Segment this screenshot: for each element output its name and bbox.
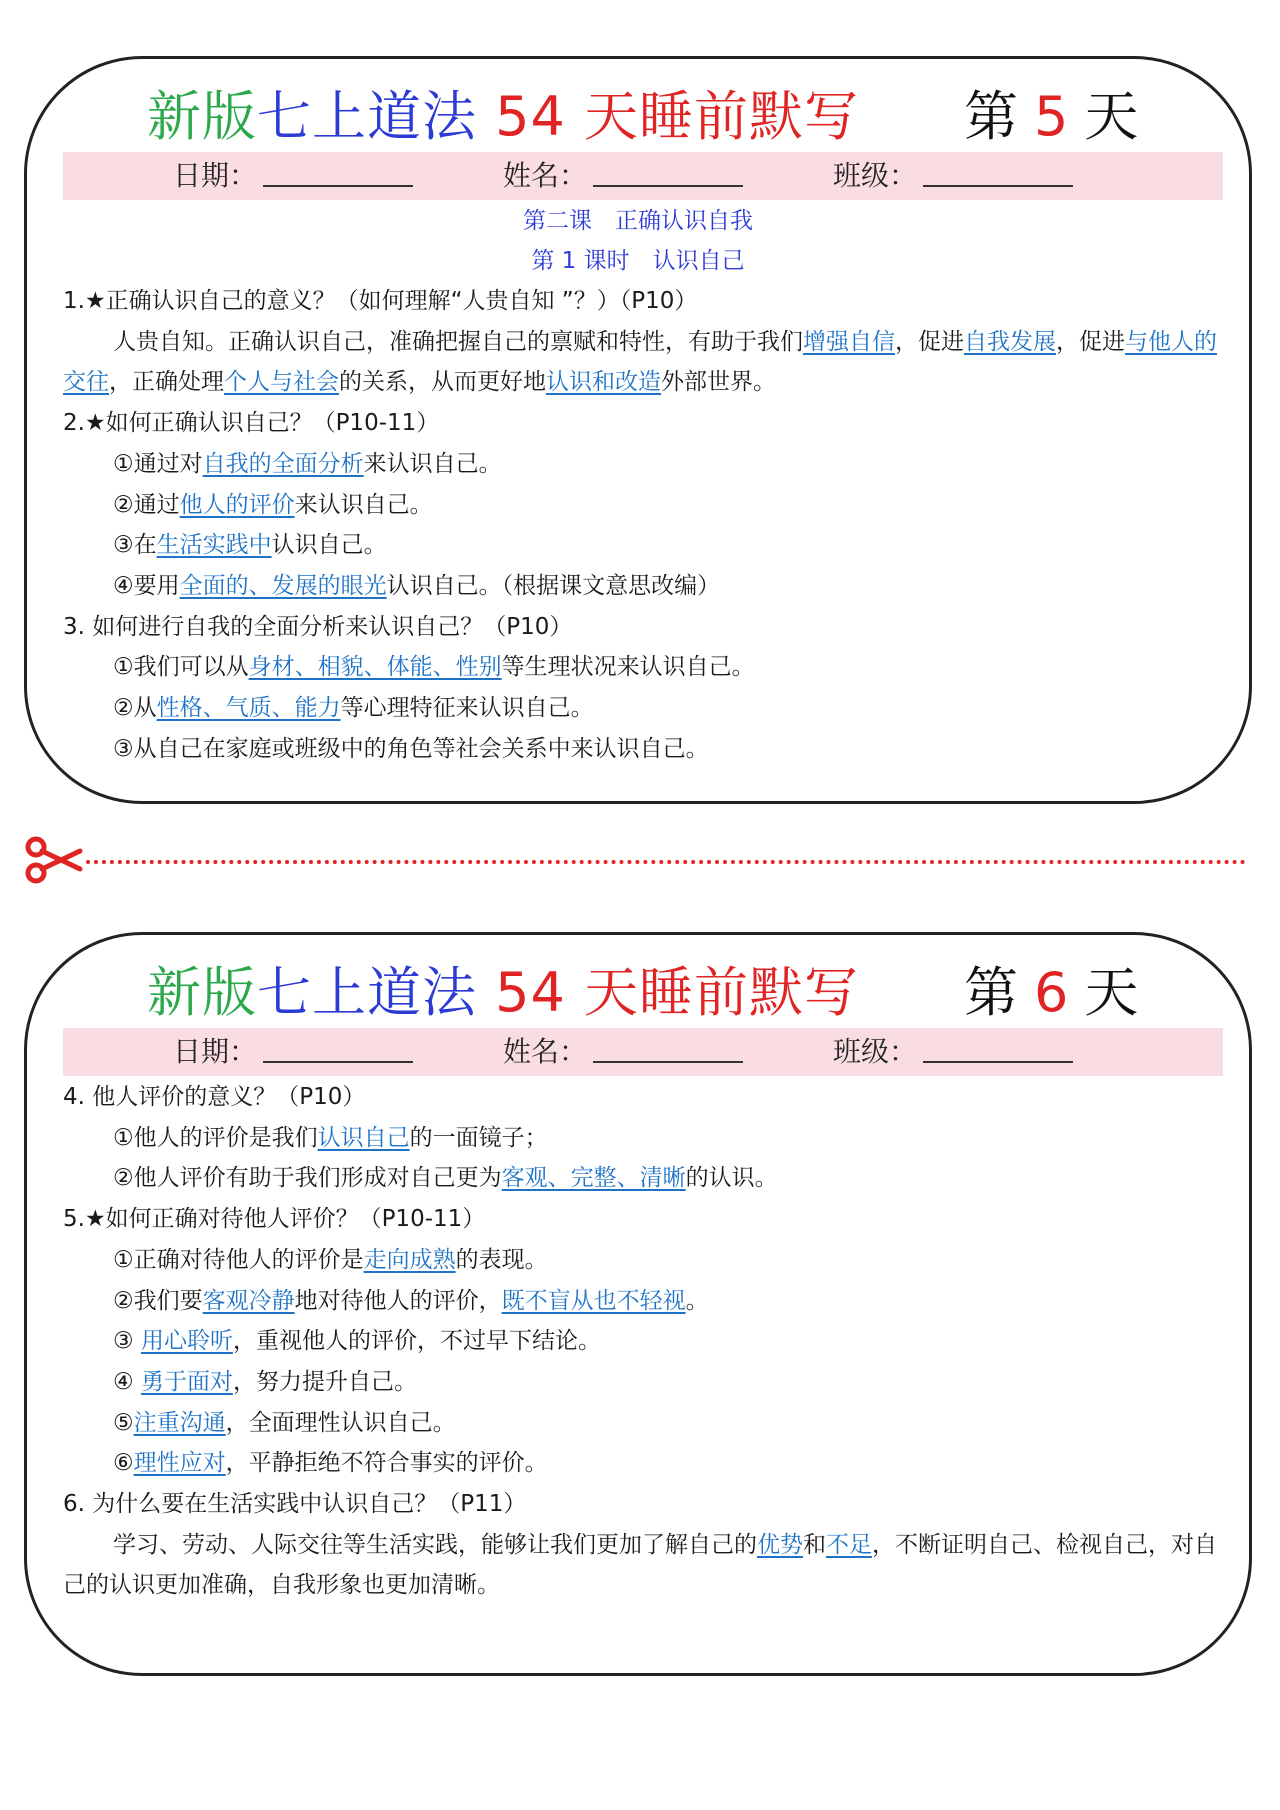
dictation-card-day5 [24,56,1252,804]
period-title: 第 1 课时 认识自己 [531,248,745,274]
list-item: ③在生活实践中认识自己。 [113,532,387,559]
answer-key: 走向成熟 [363,1246,456,1273]
answer-key: 客观、完整、清晰 [501,1165,686,1192]
day-label: 第 6 天 [964,961,1139,1024]
question-title: 4. 他人评价的意义？（P10） [63,1084,366,1110]
list-item: ①他人的评价是我们认识自己的一面镜子； [113,1124,548,1151]
answer-key: 他人的评价 [179,491,295,518]
answer-key: 与他人的交往 [63,328,1217,396]
list-item: ⑤注重沟通，全面理性认识自己。 [113,1409,456,1436]
class-field[interactable]: 班级： [833,1028,1073,1076]
answer-key: 个人与社会 [224,369,339,396]
answer-key: 理性应对 [133,1450,226,1477]
list-item: ①我们可以从身材、相貌、体能、性别等生理状况来认识自己。 [113,654,755,681]
list-item: ③ 用心聆听，重视他人的评价，不过早下结论。 [113,1328,601,1355]
list-item: ①通过对自我的全面分析来认识自己。 [113,450,502,477]
date-field[interactable]: 日期： [173,1028,413,1076]
class-field[interactable]: 班级： [833,152,1073,200]
card-header [27,69,1249,161]
answer-key: 自我的全面分析 [202,450,364,477]
dictation-card-day6 [24,932,1252,1676]
list-item: ③从自己在家庭或班级中的角色等社会关系中来认识自己。 [113,735,709,762]
answer-key: 认识和改造 [546,369,661,396]
answer-key: 自我发展 [964,328,1056,355]
day-label: 第 5 天 [964,85,1139,148]
lesson-title: 第二课 正确认识自我 [523,208,753,234]
list-item: ①正确对待他人的评价是走向成熟的表现。 [113,1246,548,1273]
answer-key: 勇于面对 [140,1368,233,1395]
cut-line [24,835,1224,885]
card1-content [63,281,1219,769]
card-title: 新版七上道法 54 天睡前默写 [147,961,860,1024]
info-bar [63,1028,1223,1076]
card2-content [63,1077,1219,1606]
answer-key: 既不盲从也不轻视 [501,1287,686,1314]
answer-key: 优势 [757,1531,803,1558]
answer-key: 注重沟通 [133,1409,226,1436]
date-field[interactable]: 日期： [173,152,413,200]
scissors-icon [24,835,84,885]
answer-key: 用心聆听 [140,1328,233,1355]
answer-key: 不足 [826,1531,872,1558]
question-title: 5.★如何正确对待他人评价？（P10-11） [63,1206,486,1233]
answer-key: 增强自信 [803,328,895,355]
answer-key: 客观冷静 [202,1287,295,1314]
question-title: 1.★正确认识自己的意义？（如何理解“人贵自知 ”？）（P10） [63,288,698,314]
info-bar [63,152,1223,200]
answer-key: 全面的、发展的眼光 [179,572,387,599]
day-number: 5 [1034,85,1069,148]
answer-paragraph: 人贵自知。正确认识自己，准确把握自己的禀赋和特性，有助于我们增强自信，促进自我发展，促进与他人的交往，正确处理个人与社会的关系，从而更好地认识和改造外部世界。 [63,328,1217,396]
answer-key: 生活实践中 [156,532,272,559]
name-field[interactable]: 姓名： [503,152,743,200]
answer-paragraph: 学习、劳动、人际交往等生活实践，能够让我们更加了解自己的优势和不足，不断证明自己、检视自己，对自己的认识更加准确，自我形象也更加清晰。 [63,1531,1217,1599]
list-item: ②通过他人的评价来认识自己。 [113,491,433,518]
list-item: ④ 勇于面对，努力提升自己。 [113,1368,417,1395]
card-title: 新版七上道法 54 天睡前默写 [147,85,860,148]
list-item: ②他人评价有助于我们形成对自己更为客观、完整、清晰的认识。 [113,1165,778,1192]
day-number: 6 [1034,961,1069,1024]
answer-key: 认识自己 [317,1124,410,1151]
question-title: 2.★如何正确认识自己？（P10-11） [63,410,440,437]
name-field[interactable]: 姓名： [503,1028,743,1076]
answer-key: 性格、气质、能力 [156,695,341,722]
card-header [27,945,1249,1037]
list-item: ②我们要客观冷静地对待他人的评价，既不盲从也不轻视。 [113,1287,709,1314]
question-title: 6. 为什么要在生活实践中认识自己？（P11） [63,1491,527,1518]
list-item: ④要用全面的、发展的眼光认识自己。（根据课文意思改编） [113,572,721,599]
question-title: 3. 如何进行自我的全面分析来认识自己？（P10） [63,613,573,640]
list-item: ⑥理性应对，平静拒绝不符合事实的评价。 [113,1450,548,1477]
dotted-cut-line [86,860,1246,864]
list-item: ②从性格、气质、能力等心理特征来认识自己。 [113,695,594,722]
answer-key: 身材、相貌、体能、性别 [248,654,502,681]
